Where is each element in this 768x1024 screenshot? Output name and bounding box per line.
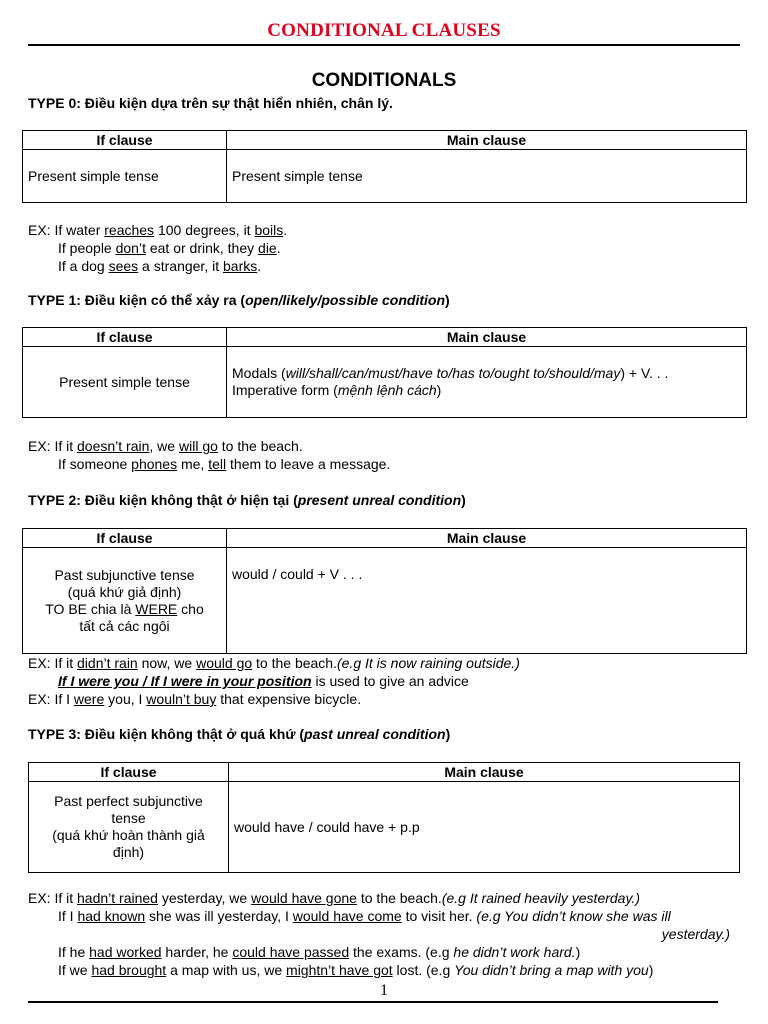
header-rule [28, 44, 740, 46]
type0-example-1: EX: If water reaches 100 degrees, it boils. [28, 222, 288, 238]
type3-example-4: If we had brought a map with us, we mightn’t have got lost. (e.g You didn’t bring a map with you) [58, 962, 654, 978]
type2-table [22, 528, 747, 654]
type1-main-line-1: Modals (will/shall/can/must/have to/has to/ought to/should/may) + V. . . [232, 365, 669, 381]
type3-table [28, 762, 740, 873]
if-clause-header: If clause [23, 529, 227, 548]
type1-example-2: If someone phones me, tell them to leave a message. [58, 456, 391, 472]
type2-example-1: EX: If it didn’t rain now, we would go to the beach.(e.g It is now raining outside.) [28, 655, 520, 671]
footer-rule [28, 1001, 718, 1003]
if-clause-header: If clause [23, 131, 227, 150]
type1-main-line-2: Imperative form (mệnh lệnh cách) [232, 382, 442, 398]
type1-if-cell: Present simple tense [23, 347, 227, 418]
type0-if-cell: Present simple tense [23, 150, 227, 203]
page-title: CONDITIONALS [311, 70, 457, 91]
type1-main-cell [227, 347, 747, 418]
main-clause-header: Main clause [229, 763, 740, 782]
if-clause-header: If clause [23, 328, 227, 347]
type2-example-3: EX: If I were you, I wouln’t buy that expensive bicycle. [28, 691, 362, 707]
type3-example-3: If he had worked harder, he could have passed the exams. (e.g he didn’t work hard.) [58, 944, 581, 960]
type0-table [22, 130, 747, 203]
running-title: CONDITIONAL CLAUSES [267, 20, 501, 41]
if-clause-header: If clause [29, 763, 229, 782]
type1-table [22, 327, 747, 418]
page-number: 1 [380, 982, 388, 999]
type0-example-3: If a dog sees a stranger, it barks. [58, 258, 262, 274]
type3-example-2-continuation: yesterday.) [661, 926, 730, 942]
type1-example-1: EX: If it doesn’t rain, we will go to the beach. [28, 438, 303, 454]
type3-example-2: If I had known she was ill yesterday, I would have come to visit her. (e.g You didn’t know she was ill [58, 908, 671, 924]
type2-heading: TYPE 2: Điều kiện không thật ở hiện tại (present unreal condition) [28, 492, 466, 508]
type3-main-cell: would have / could have + p.p [229, 782, 740, 873]
type2-if-cell: Past subjunctive tense (quá khứ giả định) TO BE chia là WERE cho tất cả các ngôi [23, 548, 227, 654]
type0-example-2: If people don’t eat or drink, they die. [58, 240, 281, 256]
type3-heading: TYPE 3: Điều kiện không thật ở quá khứ (past unreal condition) [28, 726, 451, 742]
type2-example-2: If I were you / If I were in your position is used to give an advice [58, 673, 469, 689]
main-clause-header: Main clause [227, 131, 747, 150]
type3-example-1: EX: If it hadn’t rained yesterday, we would have gone to the beach.(e.g It rained heavily yesterday.) [28, 890, 640, 906]
type0-main-cell: Present simple tense [227, 150, 747, 203]
main-clause-header: Main clause [227, 328, 747, 347]
type3-if-cell: Past perfect subjunctive tense (quá khứ hoàn thành giả định) [29, 782, 229, 873]
type2-main-cell: would / could + V . . . [227, 548, 747, 654]
type1-heading: TYPE 1: Điều kiện có thể xảy ra (open/likely/possible condition) [28, 292, 450, 308]
main-clause-header: Main clause [227, 529, 747, 548]
type0-heading: TYPE 0: Điều kiện dựa trên sự thật hiển nhiên, chân lý. [28, 95, 393, 111]
